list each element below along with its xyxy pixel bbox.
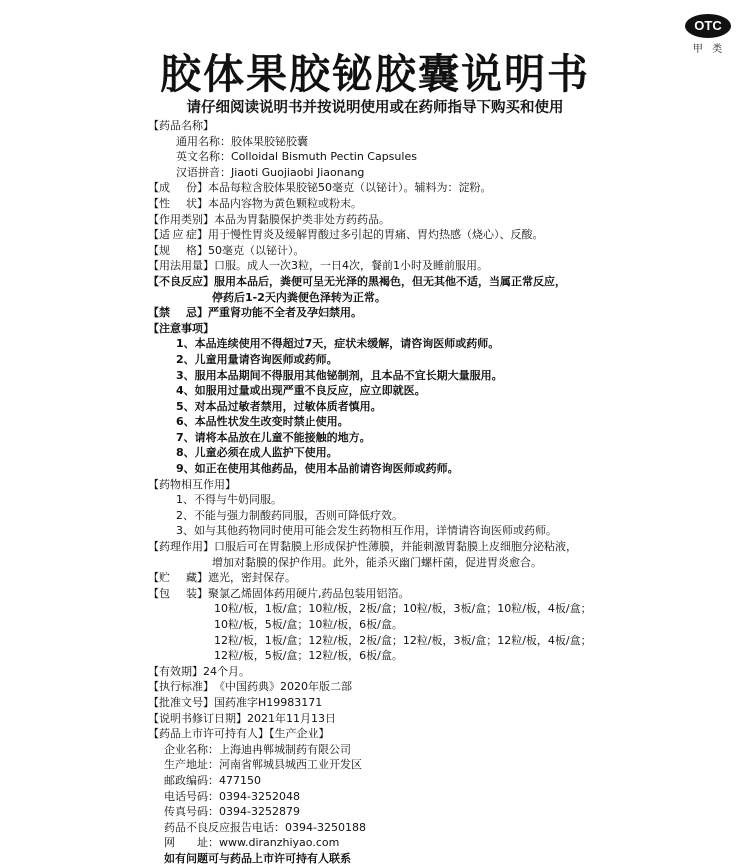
section-interactions-header: 【药物相互作用】 <box>148 477 236 491</box>
package-row: 【包 装】 聚氯乙烯固体药用硬片,药品包装用铝箔。 <box>148 586 410 600</box>
holder-row: 网 址： www.diranzhiyao.com <box>164 836 340 850</box>
appearance-row: 【性 状】 本品内容物为黄色颗粒或粉末。 <box>148 196 362 210</box>
holder-row: 传真号码： 0394-3252879 <box>164 805 300 819</box>
indications-row: 【适 应 症】 用于慢性胃炎及缓解胃酸过多引起的胃痛、胃灼热感（烧心）、反酸。 <box>148 228 544 242</box>
precaution-item: 3、服用本品期间不得服用其他铋制剂，且本品不宜长期大量服用。 <box>176 368 503 382</box>
section-drug-name-header: 【药品名称】 <box>148 119 214 132</box>
storage-row: 【贮 藏】 遮光，密封保存。 <box>148 571 296 585</box>
validity-row: 【有效期】 24个月。 <box>148 664 250 678</box>
category-row: 【作用类别】 本品为胃黏膜保护类非处方药药品。 <box>148 212 390 226</box>
generic-name-row: 通用名称： 胶体果胶铋胶囊 <box>176 134 308 148</box>
package-line: 12粒/板，1板/盒；12粒/板，2板/盒；12粒/板，3板/盒；12粒/板，4板/盒； <box>214 633 592 647</box>
package-line: 10粒/板，1板/盒；10粒/板，2板/盒；10粒/板，3板/盒；10粒/板，4板/盒； <box>214 602 592 616</box>
precaution-item: 9、如正在使用其他药品，使用本品前请咨询医师或药师。 <box>176 462 459 476</box>
contraindications-row: 【禁 忌】 严重肾功能不全者及孕妇禁用。 <box>148 306 362 320</box>
section-precautions-header: 【注意事项】 <box>148 321 214 335</box>
standard-row: 【执行标准】 《中国药典》2020年版二部 <box>148 680 352 694</box>
spec-row: 【规 格】 50毫克（以铋计）。 <box>148 243 305 257</box>
holder-row: 药品不良反应报告电话： 0394-3250188 <box>164 820 366 834</box>
precaution-item: 4、如服用过量或出现严重不良反应，应立即就医。 <box>176 384 426 398</box>
otc-mark: OTC <box>685 14 731 38</box>
adverse-reactions-row: 【不良反应】 服用本品后，粪便可呈无光泽的黑褐色，但无其他不适，当属正常反应， <box>148 274 566 288</box>
ingredients-row: 【成 份】 本品每粒含胶体果胶铋50毫克（以铋计）。辅料为：淀粉。 <box>148 181 492 195</box>
interaction-item: 3、如与其他药物同时使用可能会发生药物相互作用，详情请咨询医师或药师。 <box>176 524 557 538</box>
precaution-item: 8、儿童必须在成人监护下使用。 <box>176 446 338 460</box>
otc-badge <box>685 14 733 55</box>
holder-row: 企业名称： 上海迪冉郸城制药有限公司 <box>164 742 351 756</box>
package-line: 12粒/板，5板/盒；12粒/板，6板/盒。 <box>214 649 403 663</box>
precaution-item: 7、请将本品放在儿童不能接触的地方。 <box>176 430 371 444</box>
holder-footer: 如有问题可与药品上市许可持有人联系 <box>164 851 351 865</box>
revision-row: 【说明书修订日期】 2021年11月13日 <box>148 711 336 725</box>
holder-row: 邮政编码： 477150 <box>164 773 261 787</box>
pharmacology-row: 【药理作用】 口服后可在胃黏膜上形成保护性薄膜，并能刺激胃黏膜上皮细胞分泌粘液， <box>148 540 577 554</box>
interaction-item: 1、不得与牛奶同服。 <box>176 493 282 507</box>
holder-row: 电话号码： 0394-3252048 <box>164 789 300 803</box>
section-holder-header: 【药品上市许可持有人】【生产企业】 <box>148 727 330 741</box>
pinyin-name-row: 汉语拼音： Jiaoti Guojiaobi Jiaonang <box>176 165 365 179</box>
adverse-reactions-cont: 停药后1-2天内粪便色泽转为正常。 <box>212 290 386 304</box>
approval-row: 【批准文号】 国药准字H19983171 <box>148 695 323 709</box>
precaution-item: 5、对本品过敏者禁用，过敏体质者慎用。 <box>176 399 382 413</box>
leaflet-body <box>148 118 748 867</box>
package-line: 10粒/板，5板/盒；10粒/板，6板/盒。 <box>214 618 403 631</box>
pharmacology-cont: 增加对黏膜的保护作用。此外，能杀灭幽门螺杆菌，促进胃炎愈合。 <box>212 555 542 569</box>
english-name-row: 英文名称： Colloidal Bismuth Pectin Capsules <box>176 150 417 164</box>
document-title: 胶体果胶铋胶囊说明书 <box>160 50 590 98</box>
precaution-item: 6、本品性状发生改变时禁止使用。 <box>176 415 349 429</box>
document-subtitle: 请仔细阅读说明书并按说明使用或在药师指导下购买和使用 <box>186 100 564 116</box>
holder-row: 生产地址： 河南省郸城县城西工业开发区 <box>164 758 362 772</box>
dosage-row: 【用法用量】 口服。成人一次3粒，一日4次，餐前1小时及睡前服用。 <box>148 259 488 273</box>
interaction-item: 2、不能与强力制酸药同服，否则可降低疗效。 <box>176 508 403 522</box>
otc-class: 甲 类 <box>692 44 726 55</box>
precaution-item: 2、儿童用量请咨询医师或药师。 <box>176 352 338 366</box>
precaution-item: 1、本品连续使用不得超过7天，症状未缓解，请咨询医师或药师。 <box>176 337 500 351</box>
